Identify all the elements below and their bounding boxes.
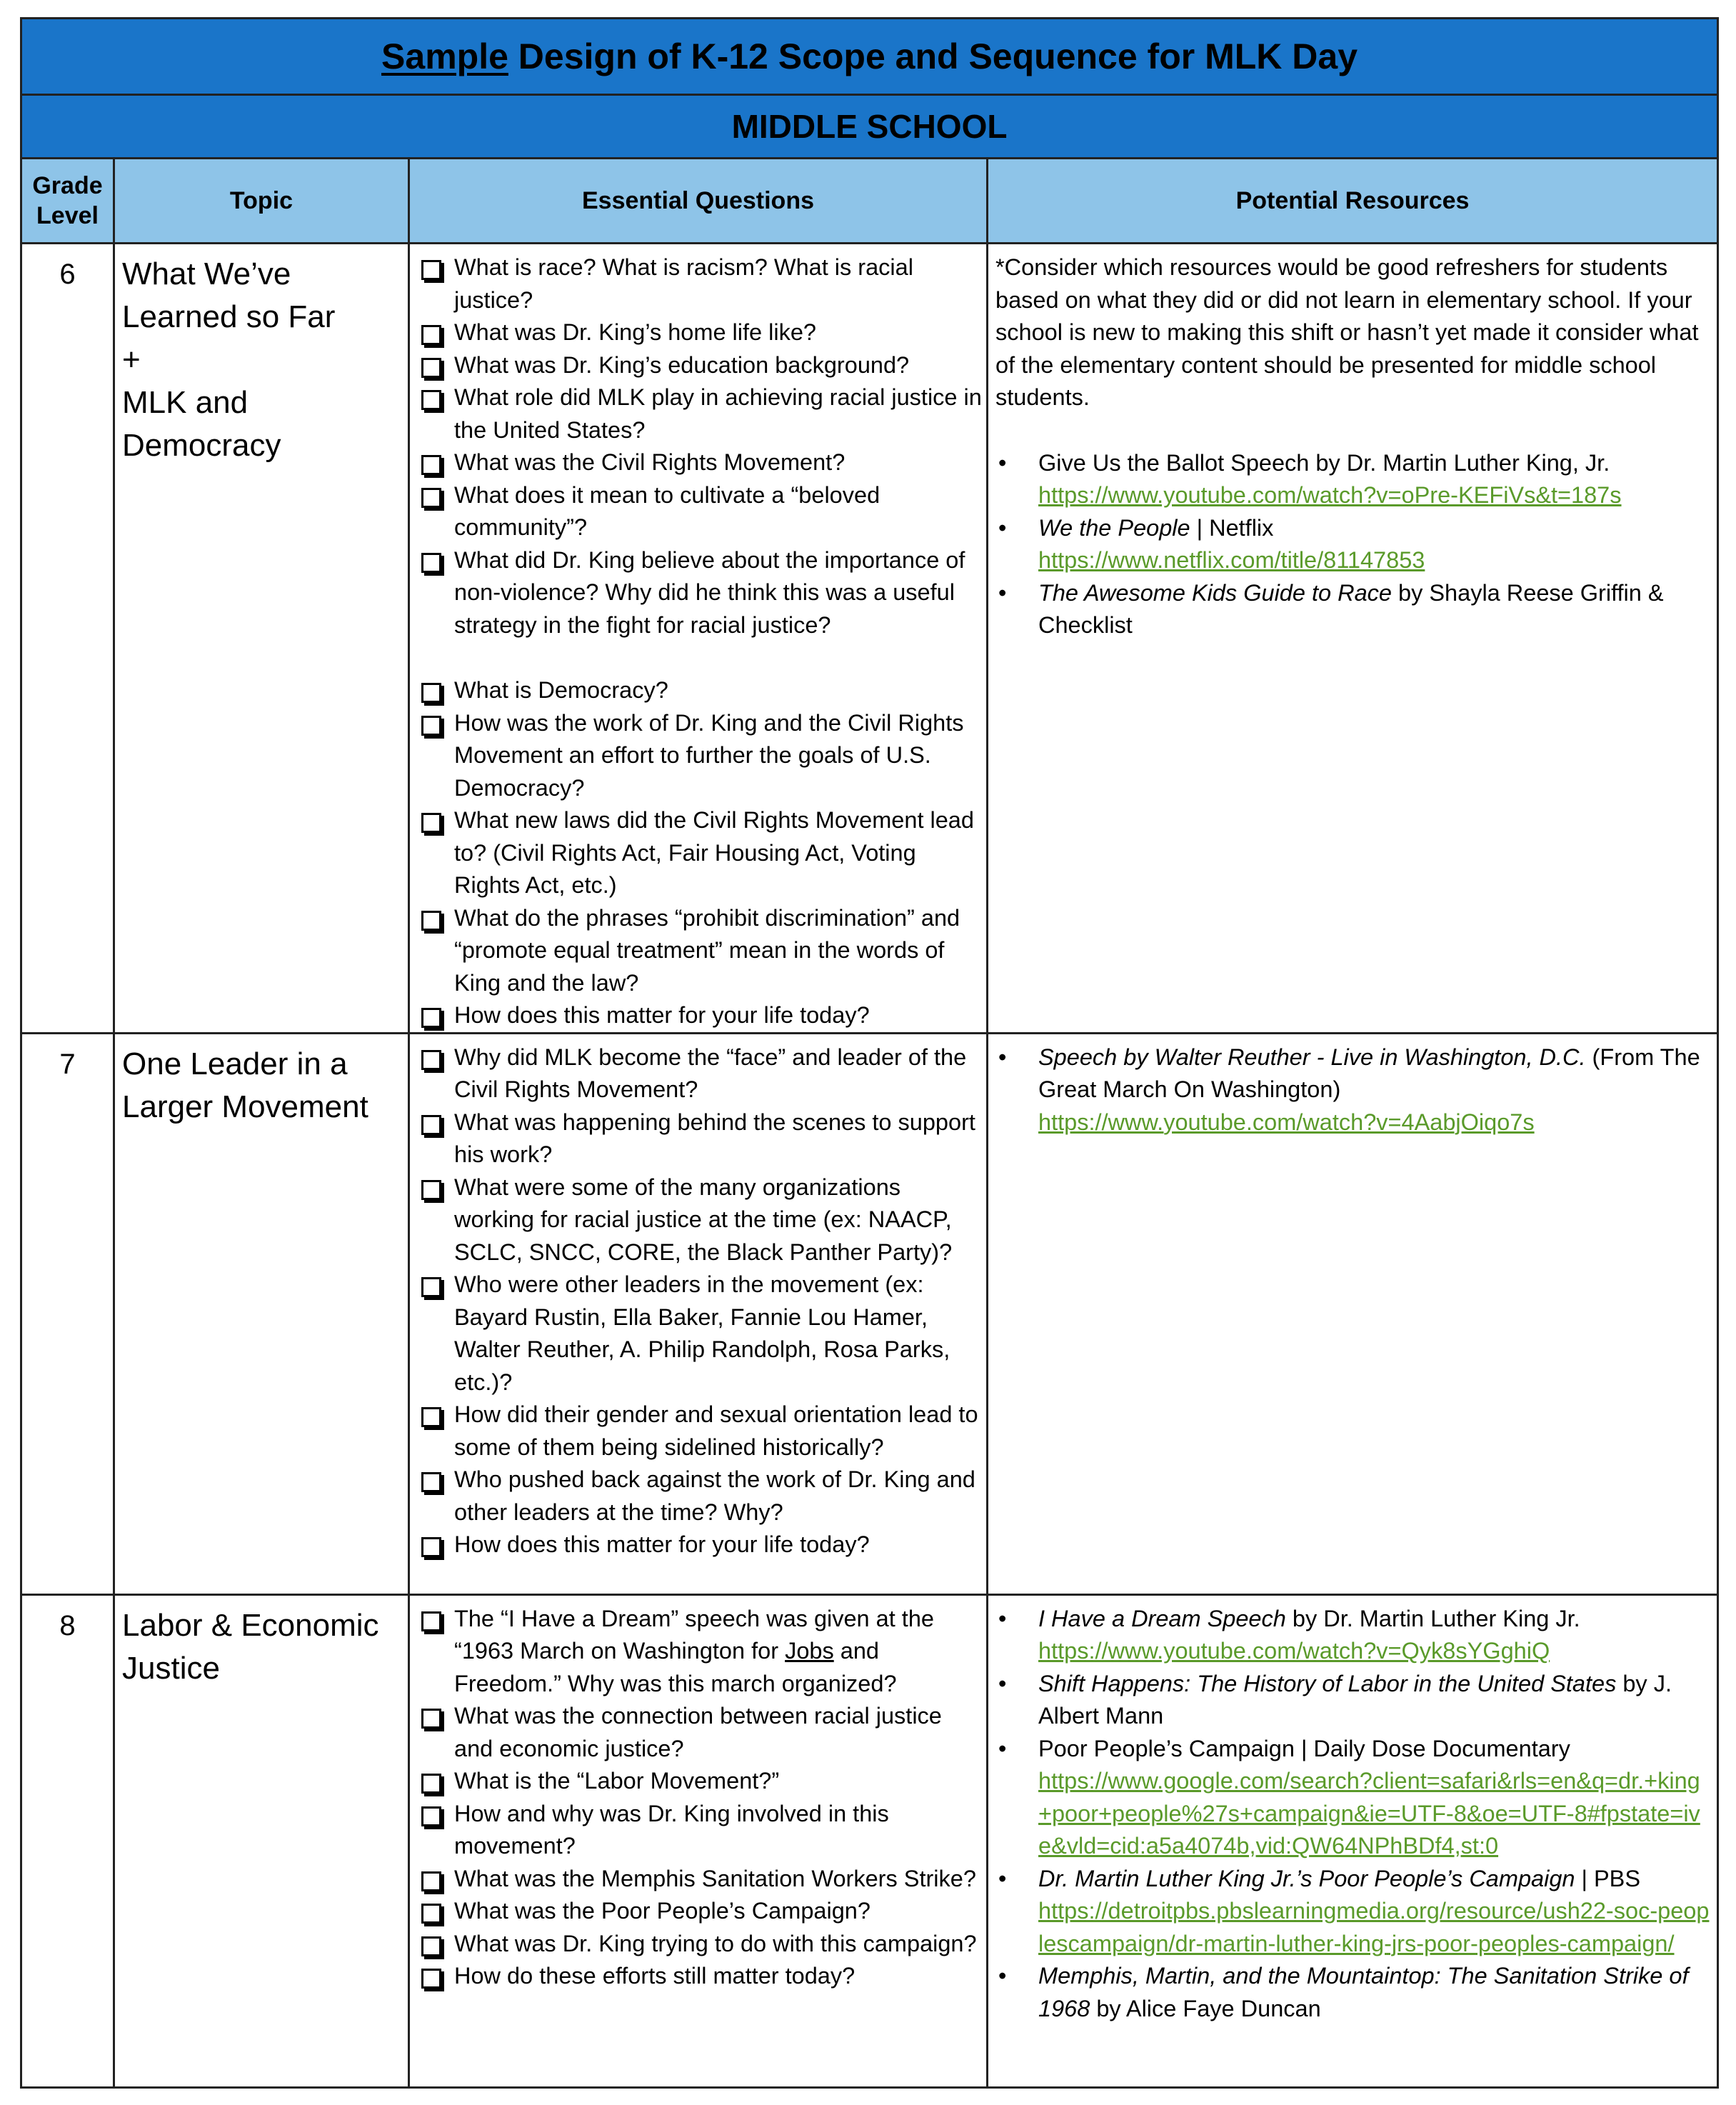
question-item: What is the “Labor Movement?”	[417, 1765, 983, 1798]
scope-sequence-table	[20, 17, 1719, 2089]
checkbox-icon	[421, 1277, 441, 1297]
checkbox-icon	[421, 1774, 441, 1794]
question-item: What is race? What is racism? What is racial justice?	[417, 251, 983, 316]
resource-link[interactable]: https://www.google.com/search?client=safari&rls=en&q=dr.+king+poor+people%27s+campaign&ie=UTF-8&oe=UTF-8#fpstate=ive&vld=cid:a5a4074b,vid:QW64NPhBDf4,st:0	[1038, 1768, 1700, 1859]
question-item: The “I Have a Dream” speech was given at the “1963 March on Washington for Jobs and Freedom.” Why was this march organized?	[417, 1603, 983, 1701]
resource-item: • Shift Happens: The History of Labor in the United States by J. Albert Mann	[995, 1668, 1711, 1733]
checkbox-icon	[421, 455, 441, 475]
question-item: What was happening behind the scenes to support his work?	[417, 1106, 983, 1171]
question-item: How does this matter for your life today?	[417, 1529, 983, 1561]
topic: What We’ve Learned so Far + MLK and Democracy	[114, 244, 409, 1034]
header-topic: Topic	[114, 159, 409, 244]
essential-questions	[409, 1594, 988, 2087]
checkbox-icon	[421, 358, 441, 378]
resource-item: • Memphis, Martin, and the Mountaintop: The Sanitation Strike of 1968 by Alice Faye Duncan	[995, 1960, 1711, 2025]
resource-item: • Poor People’s Campaign | Daily Dose Documentary https://www.google.com/search?client=safari&rls=en&q=dr.+king+poor+people%27s+campaign&ie=UTF-8&oe=UTF-8#fpstate=ive&vld=cid:a5a4074b,vid:QW64NPhBDf4,st:0	[995, 1733, 1711, 1863]
bullet-icon: •	[998, 1963, 1007, 1989]
question-item: How was the work of Dr. King and the Civil Rights Movement an effort to further the goals of U.S. Democracy?	[417, 707, 983, 805]
essential-questions	[409, 1033, 988, 1594]
table-row	[21, 1033, 1718, 1594]
resource-item: • Give Us the Ballot Speech by Dr. Martin Luther King, Jr. https://www.youtube.com/watch?v=oPre-KEFiVs&t=187s	[995, 447, 1711, 512]
question-item: What do the phrases “prohibit discrimination” and “promote equal treatment” mean in the words of King and the law?	[417, 902, 983, 1000]
checkbox-icon	[421, 1537, 441, 1557]
checkbox-icon	[421, 1115, 441, 1135]
checkbox-icon	[421, 1472, 441, 1492]
topic: Labor & Economic Justice	[114, 1594, 409, 2087]
resource-item: • The Awesome Kids Guide to Race by Shayla Reese Griffin & Checklist	[995, 577, 1711, 642]
checkbox-icon	[421, 1709, 441, 1729]
bullet-icon: •	[998, 1605, 1007, 1631]
checkbox-icon	[421, 1904, 441, 1924]
document-title	[21, 19, 1718, 95]
bullet-icon: •	[998, 1044, 1007, 1070]
checkbox-icon	[421, 716, 441, 736]
title-rest: Design of K-12 Scope and Sequence for MLK Day	[508, 36, 1358, 76]
resource-link[interactable]: https://www.youtube.com/watch?v=Qyk8sYGghiQ	[1038, 1638, 1550, 1664]
bullet-icon: •	[998, 1735, 1007, 1761]
table-row	[21, 1594, 1718, 2087]
question-item: What were some of the many organizations working for racial justice at the time (ex: NAACP, SCLC, SNCC, CORE, the Black Panther Party)?	[417, 1171, 983, 1269]
checkbox-icon	[421, 1008, 441, 1028]
question-item: What was the connection between racial justice and economic justice?	[417, 1700, 983, 1765]
title-underlined-word: Sample	[381, 36, 508, 76]
header-potential-resources: Potential Resources	[988, 159, 1718, 244]
question-item: How and why was Dr. King involved in this movement?	[417, 1798, 983, 1863]
question-item: Who were other leaders in the movement (ex: Bayard Rustin, Ella Baker, Fannie Lou Hamer, Walter Reuther, A. Philip Randolph, Rosa Parks, etc.)?	[417, 1269, 983, 1399]
question-item: What was the Poor People’s Campaign?	[417, 1895, 983, 1928]
checkbox-icon	[421, 260, 441, 280]
question-item: What was the Civil Rights Movement?	[417, 446, 983, 479]
question-item: What role did MLK play in achieving racial justice in the United States?	[417, 381, 983, 446]
essential-questions	[409, 244, 988, 1034]
checkbox-icon	[421, 1806, 441, 1826]
table-row	[21, 244, 1718, 1034]
checkbox-icon	[421, 911, 441, 931]
question-item: What is Democracy?	[417, 674, 983, 707]
checkbox-icon	[421, 1180, 441, 1200]
scope-sequence-document	[20, 17, 1717, 2089]
checkbox-icon	[421, 553, 441, 573]
header-essential-questions: Essential Questions	[409, 159, 988, 244]
question-item: Why did MLK become the “face” and leader of the Civil Rights Movement?	[417, 1041, 983, 1106]
question-item: What new laws did the Civil Rights Movement lead to? (Civil Rights Act, Fair Housing Act, Voting Rights Act, etc.)	[417, 804, 983, 902]
question-item: How do these efforts still matter today?	[417, 1960, 983, 1993]
question-item: How did their gender and sexual orientation lead to some of them being sidelined historically?	[417, 1399, 983, 1464]
bullet-icon: •	[998, 514, 1007, 541]
bullet-icon: •	[998, 1670, 1007, 1696]
question-item: Who pushed back against the work of Dr. King and other leaders at the time? Why?	[417, 1464, 983, 1529]
resource-item: • We the People | Netflix https://www.netflix.com/title/81147853	[995, 512, 1711, 577]
potential-resources	[988, 1033, 1718, 1594]
checkbox-icon	[421, 1969, 441, 1989]
bullet-icon: •	[998, 579, 1007, 606]
resource-link[interactable]: https://www.youtube.com/watch?v=4AabjOiqo7s	[1038, 1109, 1535, 1135]
question-item: How does this matter for your life today?	[417, 999, 983, 1032]
section-title: MIDDLE SCHOOL	[21, 95, 1718, 159]
resource-link[interactable]: https://www.netflix.com/title/81147853	[1038, 547, 1425, 573]
resource-item: • Dr. Martin Luther King Jr.’s Poor People’s Campaign | PBS https://detroitpbs.pbslearningmedia.org/resource/ush22-soc-peoplescampaign/dr-martin-luther-king-jrs-poor-peoples-campaign/	[995, 1863, 1711, 1961]
checkbox-icon	[421, 488, 441, 508]
topic: One Leader in a Larger Movement	[114, 1033, 409, 1594]
resource-link[interactable]: https://www.youtube.com/watch?v=oPre-KEFiVs&t=187s	[1038, 482, 1622, 508]
question-item: What does it mean to cultivate a “beloved community”?	[417, 479, 983, 544]
resource-item: • I Have a Dream Speech by Dr. Martin Luther King Jr. https://www.youtube.com/watch?v=Qyk8sYGghiQ	[995, 1603, 1711, 1668]
resource-note: *Consider which resources would be good refreshers for students based on what they did or did not learn in elementary school. If your school is new to making this shift or hasn’t yet made it consider what of the elementary content should be presented for middle school students.	[995, 254, 1699, 410]
checkbox-icon	[421, 1936, 441, 1956]
resource-link[interactable]: https://detroitpbs.pbslearningmedia.org/resource/ush22-soc-peoplescampaign/dr-martin-luther-king-jrs-poor-peoples-campaign/	[1038, 1898, 1710, 1956]
checkbox-icon	[421, 1407, 441, 1427]
question-item: What was the Memphis Sanitation Workers Strike?	[417, 1863, 983, 1896]
resource-item: • Speech by Walter Reuther - Live in Washington, D.C. (From The Great March On Washington) https://www.youtube.com/watch?v=4AabjOiqo7s	[995, 1041, 1711, 1139]
checkbox-icon	[421, 683, 441, 703]
header-grade-level: Grade Level	[21, 159, 114, 244]
checkbox-icon	[421, 1871, 441, 1891]
question-item: What was Dr. King’s education background?	[417, 349, 983, 382]
checkbox-icon	[421, 390, 441, 410]
question-item: What did Dr. King believe about the importance of non-violence? Why did he think this was a useful strategy in the fight for racial justice?	[417, 544, 983, 642]
potential-resources	[988, 1594, 1718, 2087]
grade-level: 6	[21, 244, 114, 1034]
bullet-icon: •	[998, 449, 1007, 476]
grade-level: 7	[21, 1033, 114, 1594]
question-item: What was Dr. King trying to do with this campaign?	[417, 1928, 983, 1961]
checkbox-icon	[421, 1611, 441, 1631]
bullet-icon: •	[998, 1865, 1007, 1891]
question-item: What was Dr. King’s home life like?	[417, 316, 983, 349]
checkbox-icon	[421, 1050, 441, 1070]
potential-resources	[988, 244, 1718, 1034]
checkbox-icon	[421, 813, 441, 833]
checkbox-icon	[421, 325, 441, 345]
grade-level: 8	[21, 1594, 114, 2087]
